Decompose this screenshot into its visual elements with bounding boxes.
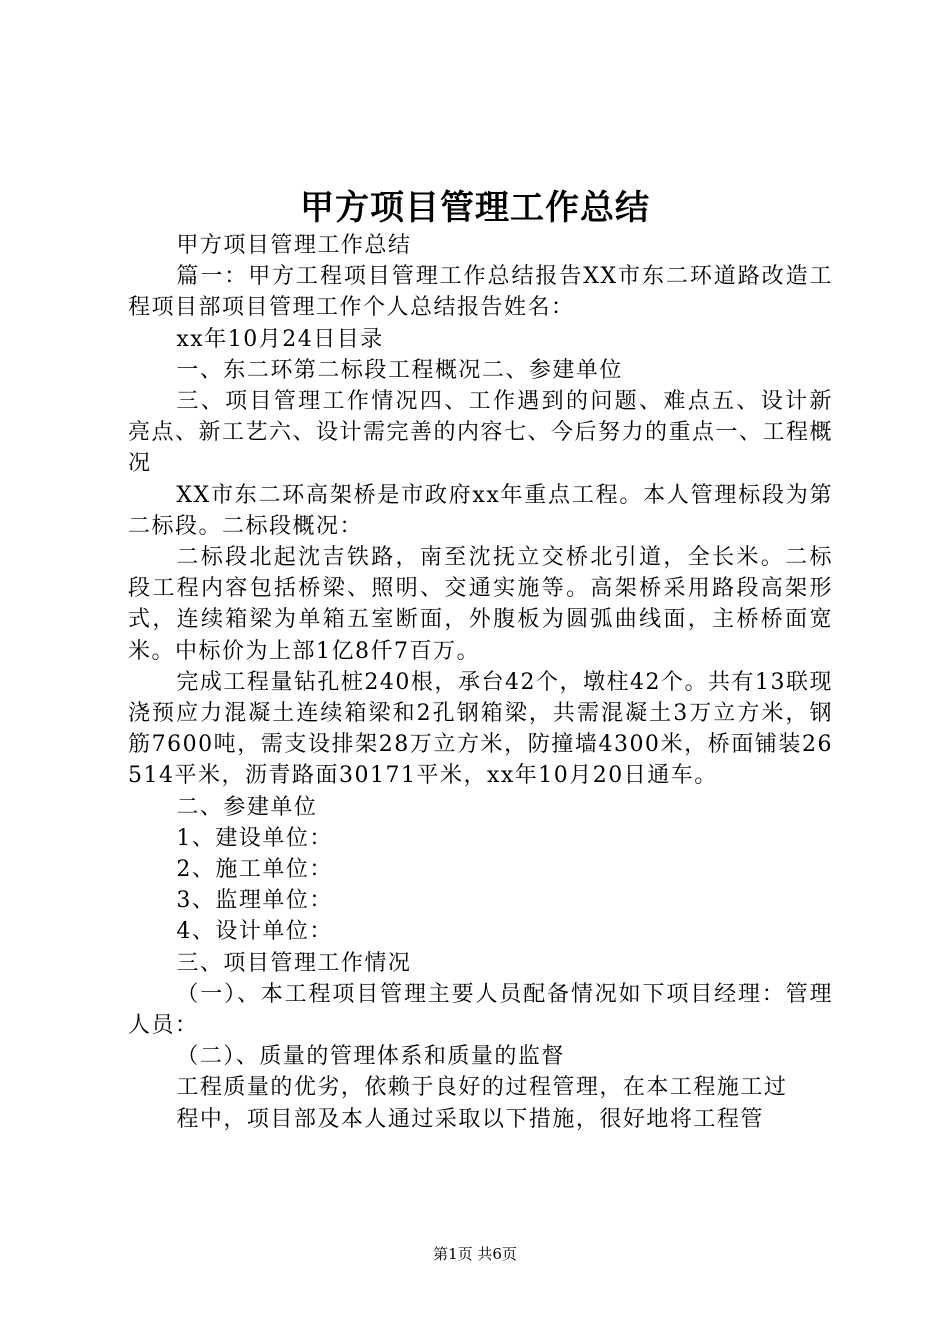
section-heading: 二、参建单位 — [176, 794, 318, 820]
section-heading: 三、项目管理工作情况 — [176, 950, 412, 976]
paragraph: 程中，项目部及本人通过采取以下措施，很好地将工程管 — [176, 1106, 764, 1132]
paragraph: 三、项目管理工作情况四、工作遇到的问题、难点五、设计新亮点、新工艺六、设计需完善的内容七、今后努力的重点一、工程概况 — [128, 389, 834, 477]
document-body — [128, 230, 833, 1135]
paragraph: （一）、本工程项目管理主要人员配备情况如下项目经理：管理人员： — [128, 981, 833, 1039]
subsection-heading: （二）、质量的管理体系和质量的监督 — [176, 1044, 565, 1070]
document-title: 甲方项目管理工作总结 — [300, 188, 650, 228]
paragraph: XX市东二环高架桥是市政府xx年重点工程。本人管理标段为第二标段。二标段概况： — [128, 482, 833, 539]
page-number-footer: 第1页 共6页 — [433, 1245, 517, 1263]
paragraph: xx年10月24日目录 — [176, 326, 384, 352]
paragraph: 完成工程量钻孔桩240根，承台42个，墩柱42个。共有13联现浇预应力混凝土连续箱梁和2孔钢箱梁，共需混凝土3万立方米，钢筋7600吨，需支设排架28万立方米，防撞墙4300米，桥面铺装26514平米，沥青路面30171平米，xx年10月20日通车。 — [128, 669, 833, 789]
list-item: 1、建设单位： — [176, 825, 333, 851]
paragraph: 甲方项目管理工作总结 — [176, 233, 412, 258]
paragraph: 篇一：甲方工程项目管理工作总结报告XX市东二环道路改造工程项目部项目管理工作个人总结报告姓名： — [128, 264, 833, 321]
list-item: 3、监理单位： — [176, 888, 333, 914]
paragraph: 一、东二环第二标段工程概况二、参建单位 — [176, 357, 623, 383]
list-item: 4、设计单位： — [176, 919, 333, 945]
list-item: 2、施工单位： — [176, 857, 333, 883]
paragraph: 工程质量的优劣，依赖于良好的过程管理，在本工程施工过 — [176, 1075, 788, 1101]
paragraph: 二标段北起沈吉铁路，南至沈抚立交桥北引道，全长米。二标段工程内容包括桥梁、照明、交通实施等。高架桥采用路段高架形式，连续箱梁为单箱五室断面，外腹板为圆弧曲线面，主桥桥面宽米。中标价为上部1亿8仟7百万。 — [128, 545, 833, 664]
